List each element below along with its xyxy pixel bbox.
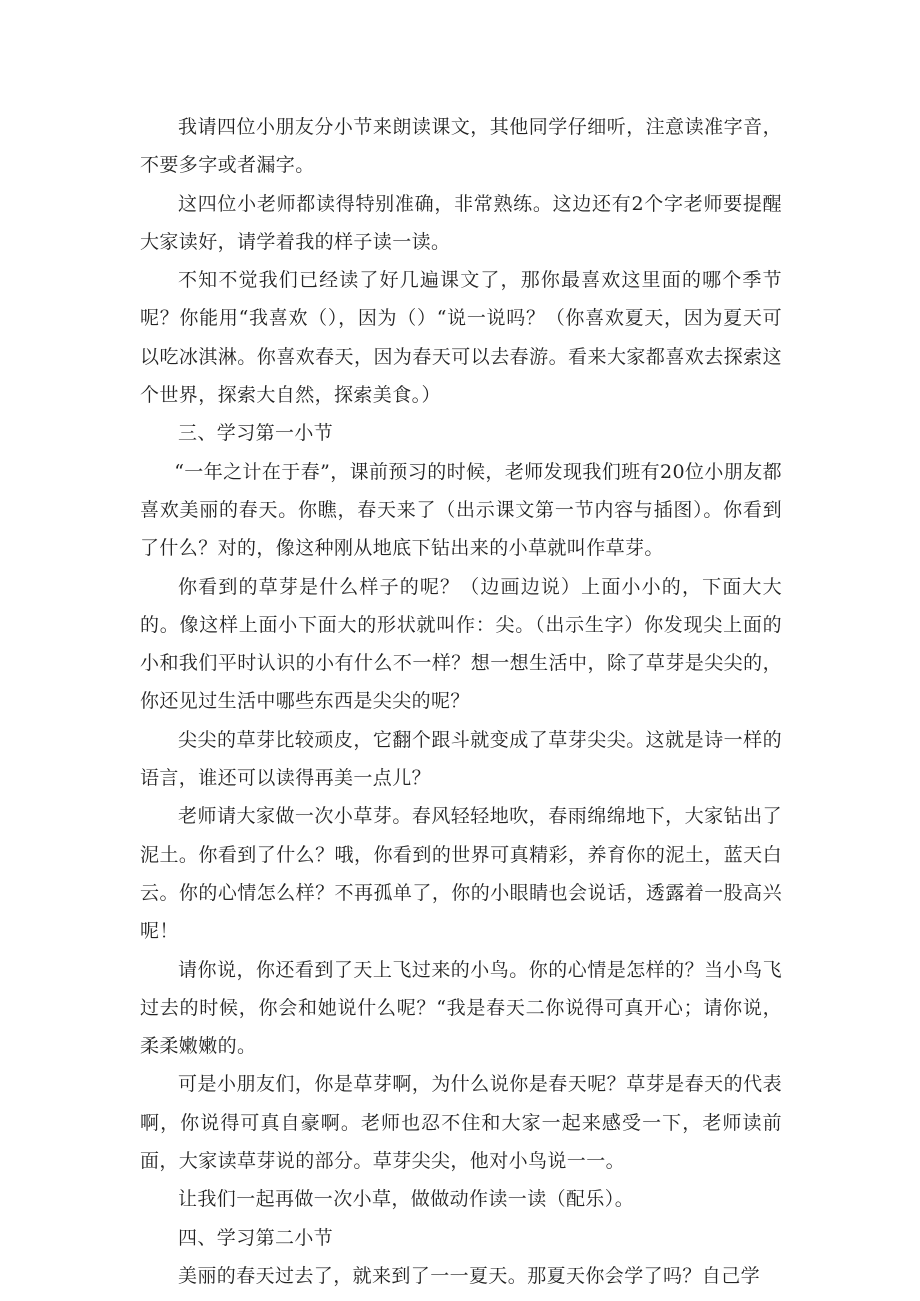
paragraph-praise-and-characters: 这四位小老师都读得特别准确，非常熟练。这边还有2个字老师要提醒大家读好，请学着我的样子读一读。 (140, 192, 782, 253)
paragraph-grass-is-spring: 可是小朋友们，你是草芽啊，为什么说你是春天呢？草芽是春天的代表啊，你说得可真自豪啊。老师也忍不住和大家一起来感受一下，老师读前面，大家读草芽说的部分。草芽尖尖，他对小鸟说一一。 (140, 1073, 782, 1173)
paragraph-grass-bud-shape: 你看到的草芽是什么样子的呢？（边画边说）上面小小的，下面大大的。像这样上面小下面大的形状就叫作：尖。（出示生字）你发现尖上面的小和我们平时认识的小有什么不一样？想一想生活中，除了草芽是尖尖的，你还见过生活中哪些东西是尖尖的呢？ (140, 575, 782, 713)
section-heading-first-stanza: 三、学习第一小节 (178, 422, 334, 445)
paragraph-role-play-grass: 老师请大家做一次小草芽。春风轻轻地吹，春雨绵绵地下，大家钻出了泥土。你看到了什么？哦，你看到的世界可真精彩，养育你的泥土，蓝天白云。你的心情怎么样？不再孤单了，你的小眼睛也会说话，透露着一股高兴呢！ (140, 805, 782, 943)
section-heading-second-stanza: 四、学习第二小节 (178, 1226, 334, 1249)
paragraph-bird-dialogue: 请你说，你还看到了天上飞过来的小鸟。你的心情是怎样的？当小鸟飞过去的时候，你会和她说什么呢？“我是春天二你说得可真开心；请你说，柔柔嫩嫩的。 (140, 958, 782, 1058)
paragraph-read-aloud-instructions: 我请四位小朋友分小节来朗读课文，其他同学仔细听，注意读准字音，不要多字或者漏字。 (140, 116, 782, 177)
document-body (140, 108, 782, 1295)
paragraph-read-with-music: 让我们一起再做一次小草，做做动作读一读（配乐）。 (178, 1188, 635, 1211)
paragraph-spring-intro: “一年之计在于春”，课前预习的时候，老师发现我们班有20位小朋友都喜欢美丽的春天。你瞧，春天来了（出示课文第一节内容与插图）。你看到了什么？对的，像这种刚从地底下钻出来的小草就叫作草芽。 (140, 460, 782, 560)
paragraph-summer-intro: 美丽的春天过去了，就来到了一一夏天。那夏天你会学了吗？自己学 (178, 1264, 761, 1287)
paragraph-poetic-language: 尖尖的草芽比较顽皮，它翻个跟斗就变成了草芽尖尖。这就是诗一样的语言，谁还可以读得再美一点儿？ (140, 728, 782, 790)
paragraph-favorite-season: 不知不觉我们已经读了好几遍课文了，那你最喜欢这里面的哪个季节呢？你能用“我喜欢（），因为（）“说一说吗？（你喜欢夏天，因为夏天可以吃冰淇淋。你喜欢春天，因为春天可以去春游。看来大家都喜欢去探索这个世界，探索大自然，探索美食。） (140, 269, 782, 407)
